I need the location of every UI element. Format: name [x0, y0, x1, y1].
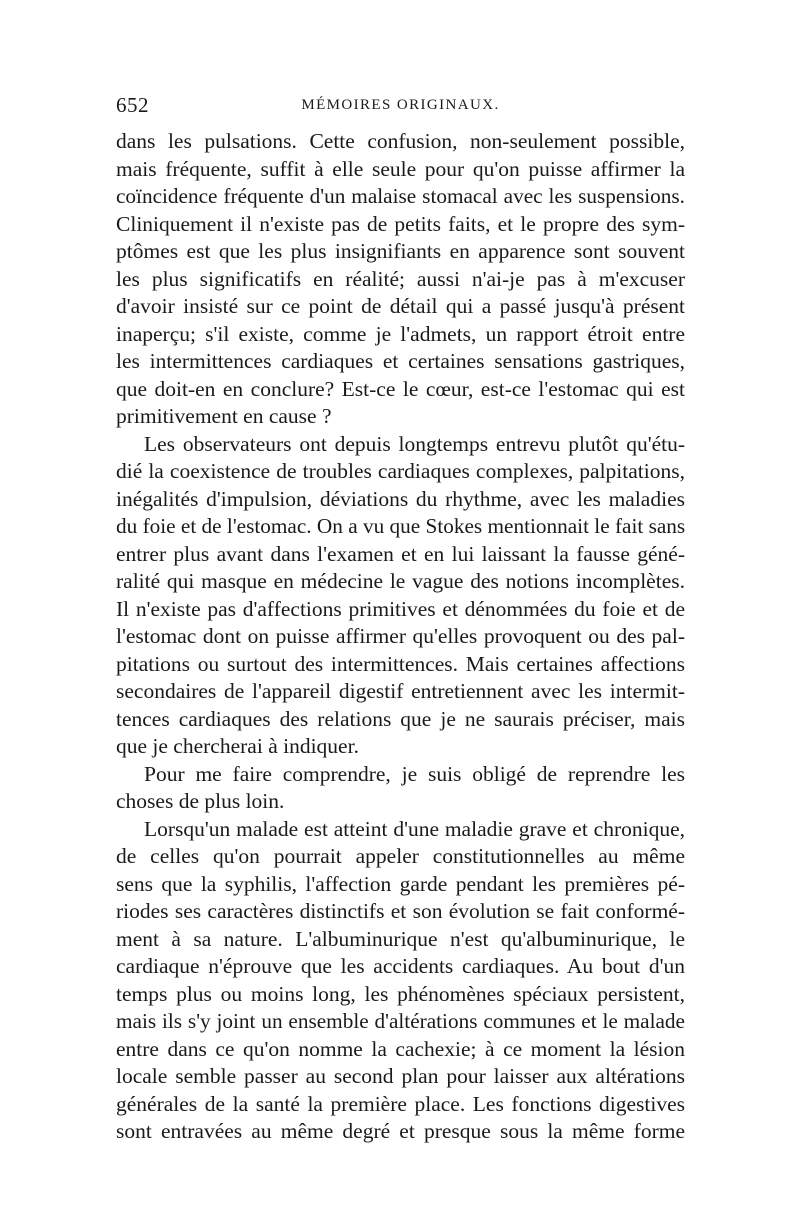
text-line: dié la coexistence de troubles cardiaques complexes, palpitations,	[116, 459, 685, 483]
text-line: générales de la santé la première place. Les fonctions digestives	[116, 1091, 685, 1116]
text-line: l'estomac dont on puisse affirmer qu'elles provoquent ou des pal-	[116, 624, 685, 648]
text-line: tences cardiaques des relations que je ne saurais préciser, mais	[116, 706, 685, 731]
text-line: Pour me faire comprendre, je suis obligé de reprendre les	[144, 761, 685, 786]
text-line: coïncidence fréquente d'un malaise stomacal avec les suspensions.	[116, 184, 685, 208]
text-line: choses de plus loin.	[116, 789, 285, 813]
text-line: ment à sa nature. L'albuminurique n'est qu'albuminurique, le	[116, 926, 685, 951]
text-line: du foie et de l'estomac. On a vu que Stokes mentionnait le fait sans	[116, 514, 685, 538]
text-line: ptômes est que les plus insignifiants en apparence sont souvent	[116, 239, 685, 263]
text-line: les intermittences cardiaques et certaines sensations gastriques,	[116, 349, 685, 373]
text-line: Cliniquement il n'existe pas de petits faits, et le propre des sym-	[116, 211, 685, 236]
text-line: locale semble passer au second plan pour laisser aux altérations	[116, 1064, 685, 1088]
page-number: 652	[116, 93, 149, 117]
text-line: d'avoir insisté sur ce point de détail qui a passé jusqu'à présent	[116, 294, 685, 318]
text-line: temps plus ou moins long, les phénomènes spéciaux persistent,	[116, 981, 685, 1006]
text-line: cardiaque n'éprouve que les accidents cardiaques. Au bout d'un	[116, 954, 685, 978]
text-line: riodes ses caractères distinctifs et son évolution se fait conformé-	[116, 899, 685, 923]
text-line: Les observateurs ont depuis longtemps entrevu plutôt qu'étu-	[144, 431, 685, 456]
text-line: que je chercherai à indiquer.	[116, 734, 359, 758]
text-line: Il n'existe pas d'affections primitives et dénommées du foie et de	[116, 596, 685, 621]
text-line: primitivement en cause ?	[116, 404, 332, 428]
text-line: dans les pulsations. Cette confusion, non-seulement possible,	[116, 129, 685, 153]
text-line: entre dans ce qu'on nomme la cachexie; à ce moment la lésion	[116, 1036, 685, 1061]
running-title: MÉMOIRES ORIGINAUX.	[301, 97, 500, 113]
text-line: que doit-en en conclure? Est-ce le cœur, est-ce l'estomac qui est	[116, 376, 685, 401]
text-line: secondaires de l'appareil digestif entretiennent avec les intermit-	[116, 679, 685, 703]
text-line: mais fréquente, suffit à elle seule pour qu'on puisse affirmer la	[116, 156, 685, 181]
text-line: les plus significatifs en réalité; aussi n'ai-je pas à m'excuser	[116, 266, 685, 291]
running-header	[116, 92, 685, 118]
text-line: inégalités d'impulsion, déviations du rhythme, avec les maladies	[116, 486, 685, 511]
text-line: de celles qu'on pourrait appeler constitutionnelles au même	[116, 844, 685, 868]
text-line: ralité qui masque en médecine le vague des notions incomplètes.	[116, 569, 685, 593]
text-line: Lorsqu'un malade est atteint d'une maladie grave et chronique,	[144, 816, 685, 841]
text-line: sont entravées au même degré et presque sous la même forme	[116, 1119, 685, 1143]
text-line: entrer plus avant dans l'examen et en lui laissant la fausse géné-	[116, 541, 685, 566]
text-line: inaperçu; s'il existe, comme je l'admets, un rapport étroit entre	[116, 321, 685, 346]
text-line: pitations ou surtout des intermittences. Mais certaines affections	[116, 651, 685, 676]
text-line: sens que la syphilis, l'affection garde pendant les premières pé-	[116, 871, 685, 896]
body-text	[116, 128, 685, 1146]
text-line: mais ils s'y joint un ensemble d'altérations communes et le malade	[116, 1009, 685, 1033]
